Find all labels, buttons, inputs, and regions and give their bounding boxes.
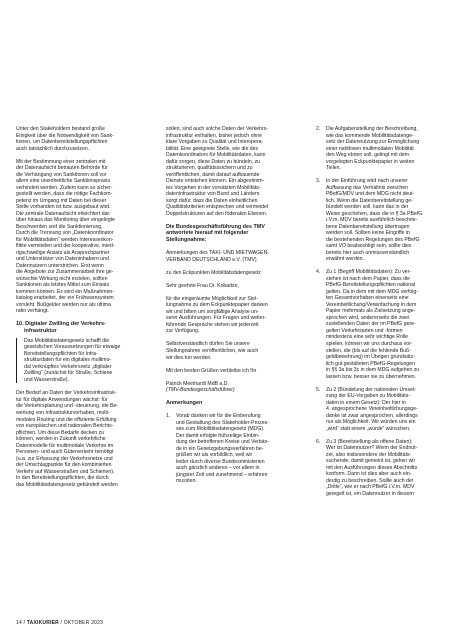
text-line: jüngster Zeit und zunehmend – erfahren bbox=[176, 471, 268, 478]
text-line: auch tatsächlich durchzusetzen. bbox=[16, 145, 90, 152]
text-line: Das Mobilitätsdatengesetz schafft die bbox=[24, 337, 110, 344]
text-line: bene Datenbereitstellung übertragen bbox=[326, 223, 410, 230]
list-item-text bbox=[326, 178, 436, 263]
text-line: klare Vorgaben zu Qualität und Interopera- bbox=[166, 139, 264, 146]
text-line: den Weg ebnen soll, gelingt mit dem bbox=[326, 152, 410, 159]
text-line: können, werden in Zukunft verkehrliche bbox=[16, 436, 106, 443]
text-line: Dienste entstehen können. Ein abgestimm- bbox=[166, 178, 265, 185]
text-line: strukturdaten für ein digitales multimo- bbox=[24, 357, 112, 364]
text-line: leider durch diverse Bundesministerien bbox=[176, 458, 265, 465]
text-line: ratio verhängt. bbox=[16, 308, 49, 315]
section-heading bbox=[16, 321, 136, 334]
text-line: Die Aufgabenstellung der Beschreibung, bbox=[326, 126, 418, 132]
text-line: bündelt werden soll, kann das in der bbox=[326, 204, 409, 211]
text-line: mussten. bbox=[176, 478, 197, 485]
text-line: wir dies tun werden. bbox=[166, 354, 212, 361]
text-line: mit den Ausführungen dieses Abschnitts bbox=[326, 464, 418, 471]
text-line: kommen können. Es wird ein Maßnahmen- bbox=[16, 288, 115, 295]
text-line: über hinaus das Monitoring über eingelegte bbox=[16, 217, 115, 224]
callout-box bbox=[16, 338, 136, 384]
text-line: vorgelegten Eckpunktepapier in weiten bbox=[326, 158, 415, 165]
text-line: von europäischen und nationalen Berichts- bbox=[16, 423, 114, 430]
list-number: 4. bbox=[316, 269, 321, 276]
text-line: lungnahme zu dem Eckpunktepapier danken bbox=[166, 302, 268, 309]
notes-list bbox=[166, 413, 286, 485]
text-line: Teilen. bbox=[326, 165, 341, 172]
text-line: erwähnt werden. bbox=[326, 256, 365, 263]
text-line: zustellenden Daten der im PBefG gere- bbox=[326, 321, 416, 328]
list-item bbox=[316, 178, 436, 263]
text-line: Mit den besten Grüßen verbleibe ich Ihr bbox=[166, 367, 257, 374]
paragraph bbox=[166, 341, 286, 361]
list-item-text bbox=[326, 387, 436, 433]
text-line: katalog erarbeitet, der ein Frühwarnsystem bbox=[16, 295, 114, 302]
text-line: führende Gespräche stehen wir jederzeit bbox=[166, 321, 259, 328]
list-number: 5. bbox=[316, 386, 321, 393]
signature bbox=[166, 381, 286, 394]
text-line: antwortete hierauf mit folgender bbox=[166, 230, 249, 237]
text-line: lich. Wenn die Datenbereitstellung ge- bbox=[326, 197, 413, 204]
text-line: Die zentrale Datenaufsicht erleichtert dar- bbox=[16, 210, 111, 217]
list-item-text bbox=[176, 413, 286, 485]
text-line: geregelt ist, ein Datennutzer in diesem bbox=[326, 490, 414, 497]
text-line: Verkehr auf Wasserstraßen und Schienen). bbox=[16, 468, 115, 475]
text-line: veröffentlichen, damit darauf aufbauende bbox=[166, 171, 260, 178]
text-line: spielen, können wir uns durchaus vor- bbox=[326, 340, 413, 347]
text-line: Stellungnahme: bbox=[166, 237, 207, 244]
text-line: modales Routing und die effiziente Erfüllung bbox=[16, 416, 117, 423]
text-line: Auffassung das Verhältnis zwischen bbox=[326, 184, 408, 191]
text-line: wünschte Wirkung nicht erzielen, sollten bbox=[16, 275, 108, 282]
text-line: PBefG/MDV und dem MDG nicht deut- bbox=[326, 191, 415, 198]
text-line: Stelle vorhanden ist bzw. ausgebaut wird. bbox=[16, 204, 111, 211]
text-line: Die Bundesgeschäftsführung des TMV bbox=[166, 223, 265, 230]
text-line: für Mobilitätsdaten“ werden Interessenkon- bbox=[16, 236, 114, 243]
text-line: sorgt dafür, dass die Daten einheitlichen bbox=[166, 197, 258, 204]
text-line: die bestehenden Regelungen des PBefG bbox=[326, 236, 420, 243]
paragraph bbox=[16, 126, 136, 152]
text-line: wir und bitten um sorgfältige Analyse un- bbox=[166, 308, 259, 315]
text-line: Stellungnahme veröffentlichen, wie auch bbox=[166, 348, 259, 354]
list-item bbox=[166, 413, 286, 485]
text-line: Weise geschehen, dass die in § 3a PBefG bbox=[326, 210, 423, 217]
text-line: serer Ausführungen. Für Fragen und weiter- bbox=[166, 315, 267, 322]
paragraph bbox=[16, 390, 136, 488]
text-line: Wer ist Datennutzer? Wenn der Endnut- bbox=[326, 445, 418, 452]
text-line: tur für digitale Anwendungen wächst: für bbox=[16, 396, 108, 403]
text-line: Zu 1 (Begriff Mobilitätsdaten): Zu ver- bbox=[326, 269, 412, 276]
text-line: VERBAND DEUTSCHLAND e.V. (TMV) bbox=[166, 256, 257, 263]
text-line: Unter den Stakeholdern bestand große bbox=[16, 126, 105, 132]
text-line: suchende, damit gemeint ist, gehen wir bbox=[326, 458, 416, 465]
text-line: PBefG-Bereitstellungspflichten national bbox=[326, 282, 416, 289]
text-line: infrastruktur enthalten, bisher jedoch ohne bbox=[166, 132, 263, 139]
text-line: „wird“ statt einem „würde“ wünschen. bbox=[326, 425, 411, 432]
closing bbox=[166, 368, 286, 375]
text-line: Zwilling“ (zunächst für Straße, Schiene bbox=[24, 370, 113, 377]
text-line: In der Einführung wird nach unserer bbox=[326, 178, 408, 185]
text-line: In den Bereitstellungspflichten, die durch bbox=[16, 475, 109, 482]
paragraph bbox=[166, 250, 286, 263]
text-line: Qualitätskriterien entsprechen und vermeidet bbox=[166, 204, 269, 211]
text-line: 10. Digitaler Zwilling der Verkehrs- bbox=[16, 321, 106, 328]
text-line: stehen ist nach dem Papier, dass die bbox=[326, 275, 411, 282]
text-line: Mit der Bestimmung einer zentralen mit bbox=[16, 158, 106, 165]
list-item-text bbox=[326, 126, 436, 172]
text-line: werden soll. Sollten keine Eingriffe in bbox=[326, 230, 410, 237]
text-line: tionen, um Datenbereitstellungspflichten bbox=[16, 139, 108, 146]
text-line: (u.a. zur Erfassung der Verkehrsnetze und bbox=[16, 455, 113, 462]
text-line: Der damit erfolgte frühzeitige Einbin- bbox=[176, 432, 260, 439]
text-line: in §§ 3a bis 3c in dem MDG aufgehen zu bbox=[326, 367, 420, 374]
text-line: deutig zu beschreiben. Sollte auch der bbox=[326, 477, 414, 484]
text-line: Zu 3 (Bereitstellung als offene Daten): bbox=[326, 438, 413, 445]
text-line: einer nahtlosen multimodalen Mobilität bbox=[326, 145, 414, 152]
column-2 bbox=[166, 126, 286, 491]
text-line: petenz im Umgang mit Daten bei dieser bbox=[16, 197, 107, 204]
text-line: sollen, sind auch solche Daten der Verkehrs- bbox=[166, 126, 269, 132]
text-line: Datenmodelle für multimodale Verkehre im bbox=[16, 442, 114, 449]
list-number: 3. bbox=[316, 178, 321, 185]
column-1 bbox=[16, 126, 136, 495]
text-line: und Wasserstraße). bbox=[24, 376, 69, 383]
text-line: stellen, die (bis auf die fehlende Buß- bbox=[326, 347, 411, 354]
text-line: zer, also insbesondere der Mobilitäts- bbox=[326, 451, 412, 458]
paragraph bbox=[166, 270, 286, 277]
text-line: zung der EU-Vorgaben zu Mobilitäts- bbox=[326, 393, 411, 400]
text-line: setz der Datennutzung zur Ermöglichung bbox=[326, 139, 420, 146]
text-line: geldbewehrung) im Übrigen grundsätz- bbox=[326, 354, 415, 361]
text-line: gelten Verkehrsarten und -formen bbox=[326, 327, 403, 334]
text-line: ses zum Mobilitätsdatengesetz (MDG). bbox=[176, 426, 265, 433]
text-line: Papier mehrmals als Zielsetzung ange- bbox=[326, 308, 416, 315]
text-line: samt VO beabsichtigt sein, sollte dies bbox=[326, 243, 412, 250]
paragraph bbox=[16, 159, 136, 315]
text-line: dafür sorgen, diese Daten zu bündeln, zu bbox=[166, 158, 261, 165]
text-line: und Gestaltung des Stakeholder-Prozes- bbox=[176, 419, 269, 426]
signature-title: (TMV-Bundesgeschäftsführer) bbox=[166, 387, 235, 394]
list-number: 2. bbox=[316, 126, 321, 132]
text-line: daten in einem Gesetz): Der hier in bbox=[326, 399, 406, 406]
salutation bbox=[166, 283, 286, 290]
text-line: infrastruktur bbox=[24, 328, 57, 335]
response-heading bbox=[166, 224, 286, 244]
text-line: ten Gesamtvorhaben einerseits eine bbox=[326, 295, 409, 302]
page-number: 14 bbox=[16, 620, 22, 626]
text-line: strukturieren, qualitätsssichern und zu bbox=[166, 165, 253, 172]
text-line: Vorab danken wir für die Einberufung bbox=[176, 413, 261, 420]
paragraph bbox=[166, 296, 286, 335]
text-line: sprochen wird, andererseits die zwei bbox=[326, 314, 410, 321]
text-line: dal verknüpftes Verkehrsnetz „digitaler bbox=[24, 363, 112, 370]
text-line: mindestens eine sehr wichtige Rolle bbox=[326, 334, 409, 341]
list-number: 6. bbox=[316, 438, 321, 445]
text-line: Bereitstellungspflichten für Infra- bbox=[24, 350, 98, 357]
text-line: bilität. Eine geeignete Stelle, wie die des bbox=[166, 145, 259, 152]
text-line: allem eine uneinheitliche Sanktionspraxis bbox=[16, 178, 111, 185]
text-line: Beschwerden und die Sanktionierung. bbox=[16, 223, 103, 230]
text-line: die Angebote zur Zusammenarbeit ihre ge- bbox=[16, 269, 114, 276]
text-line: dung der betroffenen Kreise und Verbän- bbox=[176, 439, 270, 446]
text-line: tes Vorgehen in der vorsätzten Mobilitäts- bbox=[166, 184, 261, 191]
text-line: Zu 2 (Bündelung der nationalen Umset- bbox=[326, 386, 417, 393]
text-line: Anmerkungen des TAXI- UND MIETWAGEN- bbox=[166, 250, 270, 257]
text-line: lassen bzw. besser sie zu übernehmen. bbox=[326, 373, 417, 380]
text-line: danke ist zwar angesprochen, allerdings bbox=[326, 412, 418, 419]
text-line: Durch die Trennung von „Datenkoordinator bbox=[16, 230, 114, 237]
text-line: rigschwellige Ansatz als Ansprechpartner bbox=[16, 249, 110, 256]
text-line: pflichten. Um diese Bedarfe decken zu bbox=[16, 429, 105, 436]
text-line: Personen- und auch Güterverkehr benötigt bbox=[16, 449, 114, 456]
text-line: zur Verfügung. bbox=[166, 328, 200, 335]
text-line: i.V.m. MDV bereits ausführlich beschrie- bbox=[326, 217, 418, 224]
text-line: verhindert werden. Zudem kann so sicher- bbox=[16, 184, 113, 191]
text-line: gelten. Da in dem mit dem MDG verfolg- bbox=[326, 288, 418, 295]
text-line: Datenkoordinators für Mobilitätsdaten, kann bbox=[166, 152, 266, 159]
text-line: dateninfrastruktur von Bund und Ländern bbox=[166, 191, 260, 198]
notes-heading: Anmerkungen bbox=[166, 400, 203, 407]
text-line: der Datenaufsicht betrauten Behörde für bbox=[16, 165, 108, 172]
issue-date: OKTOBER 2023 bbox=[63, 620, 103, 626]
signature-name: Patrick Meinhardt MdB a.D. bbox=[166, 380, 229, 387]
text-line: grüßen wir als vorbildlich, weil wir bbox=[176, 452, 253, 459]
text-line: zu den Eckpunkten Mobilitätsdatengesetz bbox=[166, 269, 261, 276]
text-line: 4. angesprochene Vereinheitlichungsge- bbox=[326, 406, 418, 413]
text-line: auch gänzlich anderes – vor allem in bbox=[176, 465, 260, 472]
text-line: die Verkehrsplanung und -steuerung, die Be- bbox=[16, 403, 119, 410]
list-item bbox=[316, 126, 436, 172]
list-item-text bbox=[326, 269, 436, 380]
text-line: der Umschlagpunkte für den kombinierten bbox=[16, 462, 112, 469]
magazine-name: TAXIKURIER bbox=[26, 620, 59, 626]
text-line: gesetzlichen Voraussetzungen für etwaige bbox=[24, 344, 121, 351]
text-line: nur als Möglichkeit. Wir würden uns ein bbox=[326, 419, 416, 426]
list-number: 1. bbox=[166, 413, 171, 420]
text-line: konform. Dann ist dies aber auch ein- bbox=[326, 471, 412, 478]
list-item bbox=[316, 439, 436, 498]
text-line: Sehr geehrte Frau Dr. Kobadze, bbox=[166, 282, 239, 289]
text-line: flikte vermieden und der kooperative, mied- bbox=[16, 243, 115, 250]
text-line: gestellt werden, dass die nötige Fachkom- bbox=[16, 191, 113, 198]
text-line: de in ein Gesetzgebungsverfahren be- bbox=[176, 445, 264, 452]
text-line: Einigkeit über die Notwendigkeit von Sank- bbox=[16, 132, 114, 139]
text-line: Doppelstrukturen auf den föderalen Ebenen. bbox=[166, 210, 268, 217]
text-line: vorsieht. Bußgelder werden nur als ultima bbox=[16, 301, 111, 308]
notes-list-continued bbox=[316, 126, 436, 497]
text-line: bereits hier auch unmissverständlich bbox=[326, 249, 410, 256]
paragraph bbox=[166, 126, 286, 217]
text-line: lich gut gestalteten PBefG-Regelungen bbox=[326, 360, 415, 367]
text-line: Selbstverständlich dürfen Sie unsere bbox=[166, 341, 250, 348]
list-item bbox=[316, 269, 436, 380]
text-line: die Verhängung von Sanktionen soll vor bbox=[16, 171, 107, 178]
text-line: „Dritte“, wie er nach PBefG i.V.m. MDV bbox=[326, 484, 415, 491]
text-line: Vereinheitlichung/Vereinfachung in dem bbox=[326, 301, 417, 308]
column-3 bbox=[316, 126, 436, 504]
text-line: für die eingeräumte Möglichkeit zur Stel- bbox=[166, 295, 259, 302]
text-line: Sanktionen als letztes Mittel zum Einsatz bbox=[16, 282, 110, 289]
text-line: Der Bedarf an Daten der Verkehrsinfrastruk- bbox=[16, 390, 117, 397]
text-line: das Mobilitätsdatengesetz gebündelt werden bbox=[16, 481, 118, 488]
text-line: Datennutzern unterstrichen. Erst wenn bbox=[16, 262, 104, 269]
list-item bbox=[316, 387, 436, 433]
text-line: wertung von Infrastrukturvorhaben, multi- bbox=[16, 410, 110, 416]
list-item-text bbox=[326, 439, 436, 498]
text-line: wie das kommende Mobilitätsdatenge- bbox=[326, 132, 414, 139]
text-line: und Unterstützer von Dateninhabern und bbox=[16, 256, 109, 263]
page-footer: 14 / TAXIKURIER / OKTOBER 2023 bbox=[16, 620, 103, 626]
